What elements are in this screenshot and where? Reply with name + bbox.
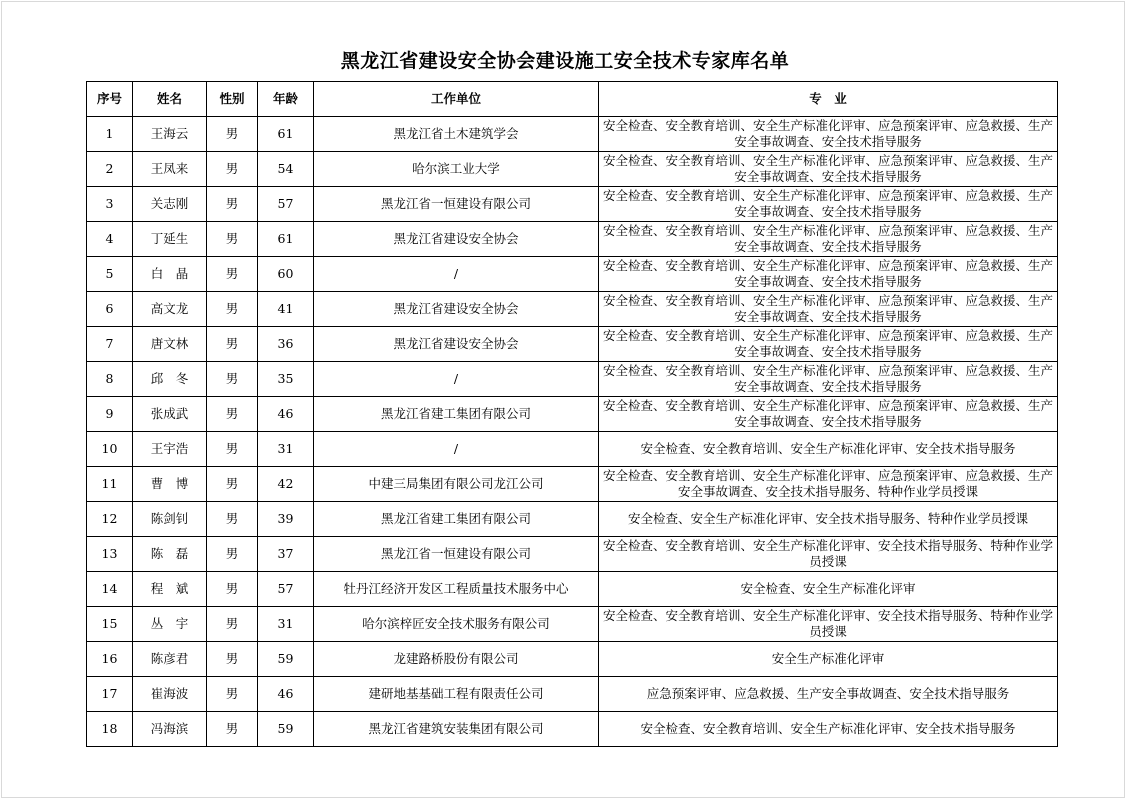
cell-sex: 男	[207, 712, 258, 747]
cell-sex: 男	[207, 222, 258, 257]
cell-sex: 男	[207, 292, 258, 327]
cell-unit: 龙建路桥股份有限公司	[314, 642, 599, 677]
cell-sex: 男	[207, 117, 258, 152]
cell-specialty: 安全检查、安全生产标准化评审	[599, 572, 1058, 607]
cell-name: 丛 宇	[133, 607, 207, 642]
table-row	[87, 327, 1058, 362]
table-row	[87, 397, 1058, 432]
cell-unit: 哈尔滨梓匠安全技术服务有限公司	[314, 607, 599, 642]
cell-sex: 男	[207, 467, 258, 502]
table-row	[87, 677, 1058, 712]
cell-name: 邱 冬	[133, 362, 207, 397]
header-unit: 工作单位	[314, 82, 599, 117]
cell-sex: 男	[207, 152, 258, 187]
cell-specialty: 安全检查、安全教育培训、安全生产标准化评审、应急预案评审、应急救援、生产安全事故调查、安全技术指导服务	[599, 397, 1058, 432]
cell-name: 张成武	[133, 397, 207, 432]
cell-age: 46	[258, 677, 314, 712]
cell-name: 陈彦君	[133, 642, 207, 677]
cell-sex: 男	[207, 362, 258, 397]
cell-seq: 9	[87, 397, 133, 432]
cell-unit: 黑龙江省建筑安装集团有限公司	[314, 712, 599, 747]
cell-seq: 8	[87, 362, 133, 397]
cell-name: 丁延生	[133, 222, 207, 257]
cell-name: 崔海波	[133, 677, 207, 712]
header-age: 年龄	[258, 82, 314, 117]
cell-name: 白 晶	[133, 257, 207, 292]
cell-specialty: 安全检查、安全教育培训、安全生产标准化评审、应急预案评审、应急救援、生产安全事故调查、安全技术指导服务	[599, 222, 1058, 257]
cell-sex: 男	[207, 607, 258, 642]
cell-sex: 男	[207, 327, 258, 362]
cell-age: 54	[258, 152, 314, 187]
cell-age: 36	[258, 327, 314, 362]
cell-seq: 10	[87, 432, 133, 467]
cell-specialty: 安全生产标准化评审	[599, 642, 1058, 677]
cell-specialty: 安全检查、安全教育培训、安全生产标准化评审、安全技术指导服务、特种作业学员授课	[599, 607, 1058, 642]
cell-name: 王宇浩	[133, 432, 207, 467]
cell-specialty: 安全检查、安全教育培训、安全生产标准化评审、应急预案评审、应急救援、生产安全事故调查、安全技术指导服务	[599, 117, 1058, 152]
cell-seq: 5	[87, 257, 133, 292]
cell-sex: 男	[207, 642, 258, 677]
cell-unit: 黑龙江省一恒建设有限公司	[314, 187, 599, 222]
cell-seq: 14	[87, 572, 133, 607]
table-row	[87, 537, 1058, 572]
table-row	[87, 362, 1058, 397]
header-specialty: 专 业	[599, 82, 1058, 117]
header-seq: 序号	[87, 82, 133, 117]
cell-age: 39	[258, 502, 314, 537]
table-row	[87, 187, 1058, 222]
cell-specialty: 安全检查、安全教育培训、安全生产标准化评审、应急预案评审、应急救援、生产安全事故调查、安全技术指导服务	[599, 362, 1058, 397]
table-row	[87, 572, 1058, 607]
cell-name: 冯海滨	[133, 712, 207, 747]
cell-unit: 黑龙江省建工集团有限公司	[314, 397, 599, 432]
header-name: 姓名	[133, 82, 207, 117]
cell-sex: 男	[207, 187, 258, 222]
table-row	[87, 292, 1058, 327]
cell-sex: 男	[207, 677, 258, 712]
document-page	[1, 1, 1125, 798]
cell-seq: 4	[87, 222, 133, 257]
cell-name: 王凤来	[133, 152, 207, 187]
table-header-row	[87, 82, 1058, 117]
cell-name: 高文龙	[133, 292, 207, 327]
cell-seq: 3	[87, 187, 133, 222]
cell-age: 57	[258, 572, 314, 607]
cell-age: 31	[258, 432, 314, 467]
cell-name: 唐文林	[133, 327, 207, 362]
table-row	[87, 502, 1058, 537]
cell-unit: 中建三局集团有限公司龙江公司	[314, 467, 599, 502]
cell-specialty: 安全检查、安全教育培训、安全生产标准化评审、应急预案评审、应急救援、生产安全事故调查、安全技术指导服务	[599, 257, 1058, 292]
cell-specialty: 安全检查、安全教育培训、安全生产标准化评审、应急预案评审、应急救援、生产安全事故调查、安全技术指导服务、特种作业学员授课	[599, 467, 1058, 502]
cell-sex: 男	[207, 257, 258, 292]
table-row	[87, 712, 1058, 747]
cell-name: 程 斌	[133, 572, 207, 607]
cell-seq: 15	[87, 607, 133, 642]
cell-unit: /	[314, 362, 599, 397]
cell-unit: /	[314, 432, 599, 467]
cell-age: 46	[258, 397, 314, 432]
cell-unit: 建研地基基础工程有限责任公司	[314, 677, 599, 712]
table-row	[87, 607, 1058, 642]
cell-specialty: 安全检查、安全教育培训、安全生产标准化评审、安全技术指导服务、特种作业学员授课	[599, 537, 1058, 572]
cell-unit: 黑龙江省土木建筑学会	[314, 117, 599, 152]
cell-seq: 1	[87, 117, 133, 152]
table-row	[87, 117, 1058, 152]
cell-specialty: 安全检查、安全教育培训、安全生产标准化评审、安全技术指导服务	[599, 432, 1058, 467]
cell-unit: /	[314, 257, 599, 292]
cell-seq: 6	[87, 292, 133, 327]
cell-age: 60	[258, 257, 314, 292]
cell-unit: 黑龙江省建设安全协会	[314, 222, 599, 257]
cell-age: 31	[258, 607, 314, 642]
cell-specialty: 应急预案评审、应急救援、生产安全事故调查、安全技术指导服务	[599, 677, 1058, 712]
cell-name: 曹 博	[133, 467, 207, 502]
table-row	[87, 257, 1058, 292]
cell-sex: 男	[207, 432, 258, 467]
cell-seq: 16	[87, 642, 133, 677]
cell-specialty: 安全检查、安全教育培训、安全生产标准化评审、应急预案评审、应急救援、生产安全事故调查、安全技术指导服务	[599, 292, 1058, 327]
cell-age: 42	[258, 467, 314, 502]
cell-unit: 牡丹江经济开发区工程质量技术服务中心	[314, 572, 599, 607]
cell-age: 61	[258, 117, 314, 152]
cell-seq: 7	[87, 327, 133, 362]
table-row	[87, 152, 1058, 187]
cell-specialty: 安全检查、安全生产标准化评审、安全技术指导服务、特种作业学员授课	[599, 502, 1058, 537]
cell-seq: 11	[87, 467, 133, 502]
header-sex: 性别	[207, 82, 258, 117]
cell-name: 关志刚	[133, 187, 207, 222]
cell-specialty: 安全检查、安全教育培训、安全生产标准化评审、应急预案评审、应急救援、生产安全事故调查、安全技术指导服务	[599, 187, 1058, 222]
document-title: 黑龙江省建设安全协会建设施工安全技术专家库名单	[340, 50, 790, 72]
cell-unit: 黑龙江省一恒建设有限公司	[314, 537, 599, 572]
cell-name: 王海云	[133, 117, 207, 152]
cell-unit: 哈尔滨工业大学	[314, 152, 599, 187]
cell-specialty: 安全检查、安全教育培训、安全生产标准化评审、应急预案评审、应急救援、生产安全事故调查、安全技术指导服务	[599, 152, 1058, 187]
cell-seq: 17	[87, 677, 133, 712]
cell-age: 57	[258, 187, 314, 222]
cell-sex: 男	[207, 537, 258, 572]
cell-seq: 13	[87, 537, 133, 572]
cell-unit: 黑龙江省建设安全协会	[314, 327, 599, 362]
cell-age: 61	[258, 222, 314, 257]
expert-roster-table	[86, 81, 1058, 747]
cell-specialty: 安全检查、安全教育培训、安全生产标准化评审、安全技术指导服务	[599, 712, 1058, 747]
cell-seq: 2	[87, 152, 133, 187]
cell-sex: 男	[207, 397, 258, 432]
cell-sex: 男	[207, 572, 258, 607]
cell-unit: 黑龙江省建设安全协会	[314, 292, 599, 327]
table-row	[87, 432, 1058, 467]
cell-seq: 18	[87, 712, 133, 747]
cell-age: 35	[258, 362, 314, 397]
table-row	[87, 222, 1058, 257]
cell-unit: 黑龙江省建工集团有限公司	[314, 502, 599, 537]
cell-seq: 12	[87, 502, 133, 537]
cell-age: 41	[258, 292, 314, 327]
cell-name: 陈 磊	[133, 537, 207, 572]
cell-sex: 男	[207, 502, 258, 537]
table-row	[87, 467, 1058, 502]
cell-age: 37	[258, 537, 314, 572]
table-row	[87, 642, 1058, 677]
cell-age: 59	[258, 642, 314, 677]
cell-age: 59	[258, 712, 314, 747]
cell-name: 陈剑钊	[133, 502, 207, 537]
cell-specialty: 安全检查、安全教育培训、安全生产标准化评审、应急预案评审、应急救援、生产安全事故调查、安全技术指导服务	[599, 327, 1058, 362]
